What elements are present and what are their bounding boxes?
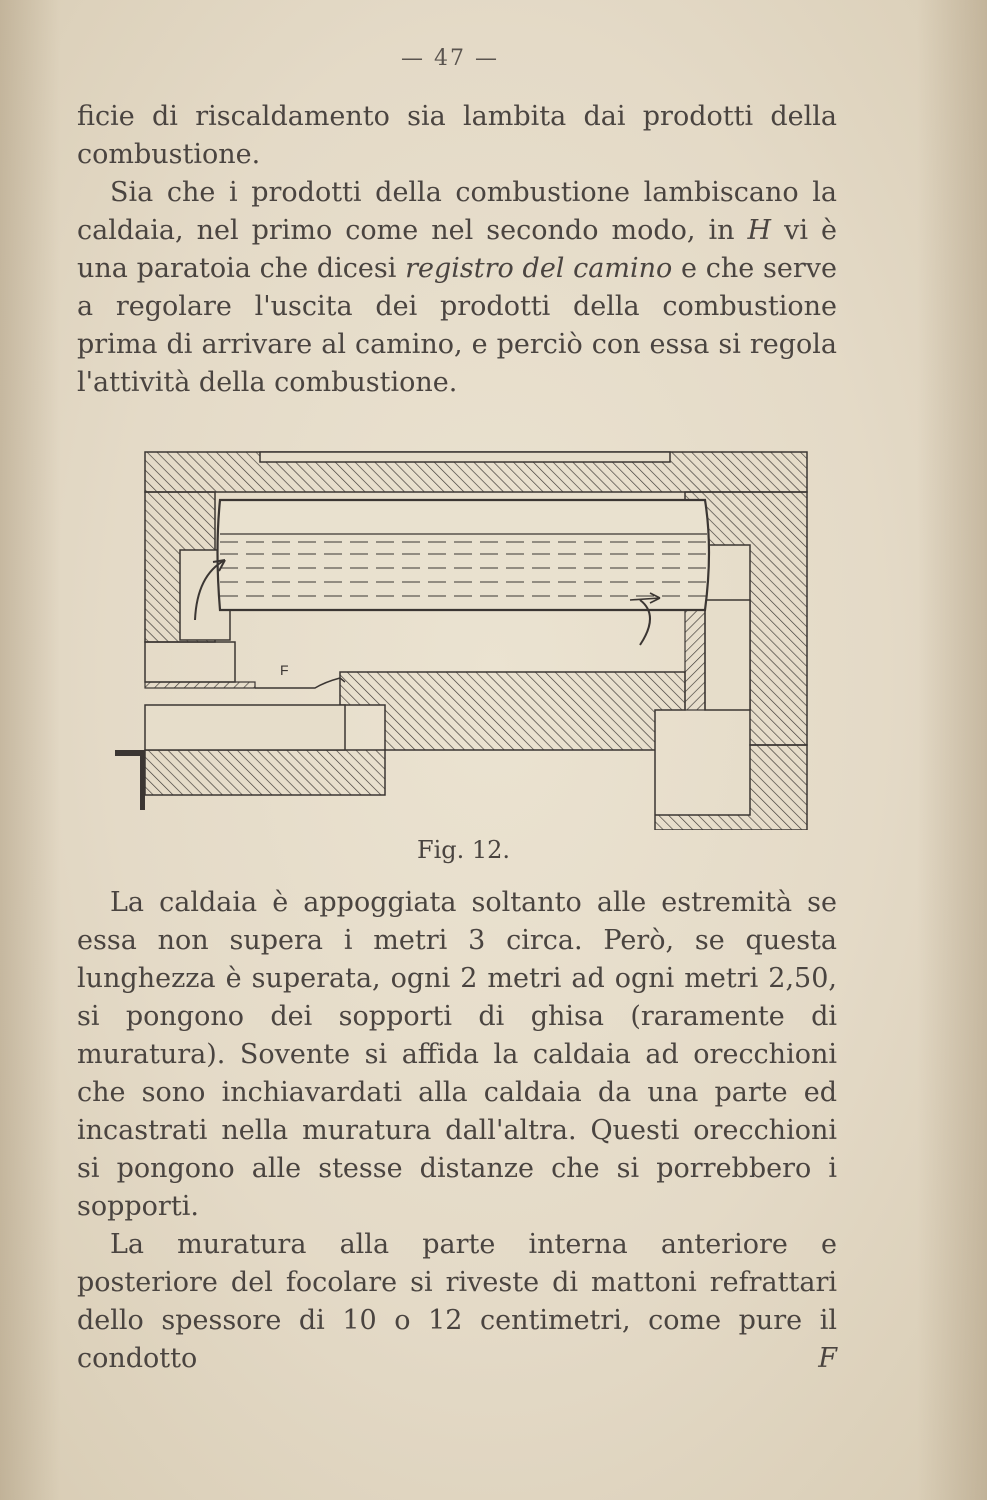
para-muratura-text: La muratura alla parte interna anteriore e posteriore del focolare si riveste di mattoni refrattari dello spessore di 10 o 12 centimetri, come pure il condotto [77, 1229, 837, 1374]
bottom-text-block [77, 884, 837, 1378]
para2-rest: e che serve a regolare l'uscita dei prodotti della combustione prima di arrivare al camino, e perciò con essa si regola l'attività della combustione. [77, 253, 837, 398]
paragraph-muratura [77, 1226, 837, 1378]
boiler-shell [218, 500, 710, 610]
figure-caption: Fig. 12. [416, 836, 511, 864]
label-f: F [280, 662, 289, 678]
boiler-diagram [85, 450, 825, 830]
masonry-top [145, 452, 807, 492]
term-registro-del-camino: registro del camino [405, 253, 673, 284]
label-h: H [747, 215, 772, 246]
paragraph-registro [77, 174, 837, 402]
para2-before-h: Sia che i prodotti della combustione lambiscano la caldaia, nel primo come nel secondo modo, in [77, 177, 837, 246]
paragraph-continuation: ficie di riscaldamento sia lambita dai prodotti della combustione. [77, 101, 837, 170]
grate-and-flue [145, 642, 345, 688]
paragraph-caldaia: La caldaia è appoggiata soltanto alle estremità se essa non supera i metri 3 circa. Però, se questa lunghezza è superata, ogni 2 metri ad ogni metri 2,50, si pongono dei sopporti di ghisa (raramente di muratura). Sovente si affida la caldaia ad orecchioni che sono inchiavardati alla caldaia da una parte ed incastrati nella muratura dall'altra. Questi orecchioni si pongono alle stesse distanze che si porrebbero i sopporti. [77, 887, 837, 1222]
label-f-italic: F [818, 1343, 837, 1374]
page-number: — 47 — [401, 46, 499, 71]
para2-after-h: vi è una paratoia che dicesi [77, 215, 837, 284]
top-text-block [77, 98, 837, 402]
